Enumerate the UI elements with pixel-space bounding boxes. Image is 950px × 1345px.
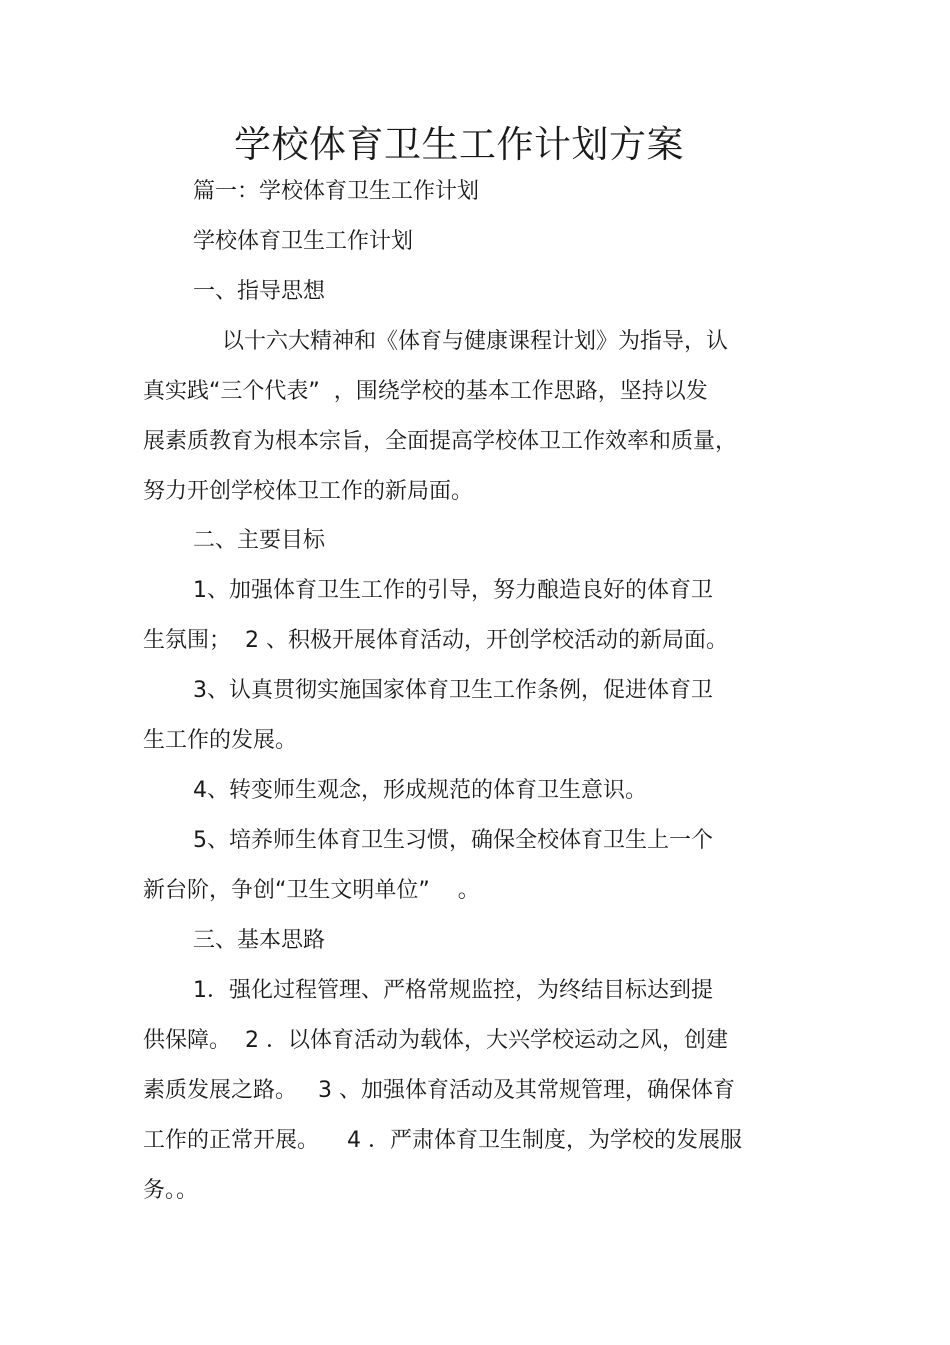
paragraph-line: 务。。: [143, 1178, 199, 1203]
paragraph-line: 生工作的发展。: [143, 728, 298, 753]
paragraph-line: 努力开创学校体卫工作的新局面。: [143, 479, 474, 504]
paragraph-line: 新台阶，争创“卫生文明单位” 。: [143, 878, 480, 903]
paragraph-line: 5、培养师生体育卫生习惯，确保全校体育卫生上一个: [193, 828, 713, 853]
paragraph-line: 真实践“三个代表” ，围绕学校的基本工作思路，坚持以发: [143, 379, 708, 404]
subtitle: 学校体育卫生工作计划: [193, 229, 414, 254]
paragraph-line: 供保障。 2 ．以体育活动为载体，大兴学校运动之风，创建: [143, 1028, 728, 1053]
section-heading-2: 二、主要目标: [193, 528, 326, 553]
paragraph-line: 生氛围； 2 、积极开展体育活动，开创学校活动的新局面。: [143, 628, 728, 653]
section-heading-1: 一、指导思想: [193, 279, 326, 304]
chapter-heading: 篇一：学校体育卫生工作计划: [193, 179, 480, 204]
paragraph-line: 1、加强体育卫生工作的引导，努力酿造良好的体育卫: [193, 578, 713, 603]
paragraph-line: 4、转变师生观念，形成规范的体育卫生意识。: [193, 778, 647, 803]
document-title: 学校体育卫生工作计划方案: [234, 123, 684, 166]
paragraph-line: 3、认真贯彻实施国家体育卫生工作条例，促进体育卫: [193, 678, 713, 703]
paragraph-line: 1．强化过程管理、严格常规监控，为终结目标达到提: [193, 978, 713, 1003]
paragraph-line: 工作的正常开展。 4 ．严肃体育卫生制度，为学校的发展服: [143, 1128, 742, 1153]
section-heading-3: 三、基本思路: [193, 928, 326, 953]
paragraph-line: 以十六大精神和《体育与健康课程计划》为指导，认: [222, 329, 729, 354]
paragraph-line: 展素质教育为根本宗旨，全面提高学校体卫工作效率和质量，: [143, 429, 738, 454]
paragraph-line: 素质发展之路。 3 、加强体育活动及其常规管理，确保体育: [143, 1078, 735, 1103]
